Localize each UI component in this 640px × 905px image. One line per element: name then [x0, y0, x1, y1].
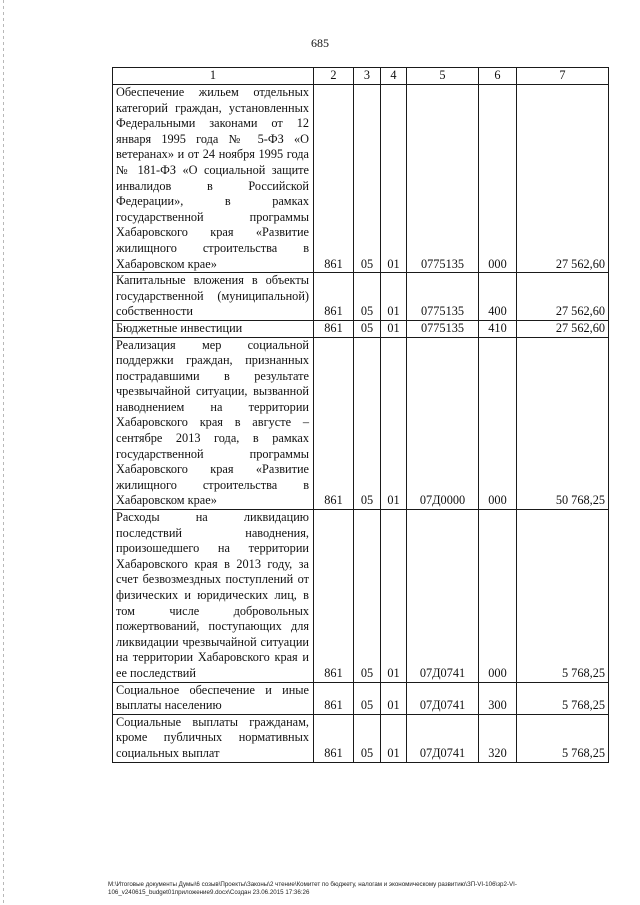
cell-subsection: 01 [381, 273, 407, 321]
cell-section: 05 [354, 85, 381, 273]
cell-target-article: 0775135 [407, 85, 479, 273]
table-header-row [113, 68, 609, 85]
column-header: 2 [314, 68, 354, 85]
cell-subsection: 01 [381, 510, 407, 683]
row-name: Обеспечение жильем отдельных категорий граждан, установленных Федеральными законами от 12 января 1995 года № 5-ФЗ «О ветеранах» и от 24 ноября 1995 года № 181-ФЗ «О социальной защите инвалидов в Российской Федерации», в рамках государственной программы Хабаровского края «Развитие жилищного строительства в Хабаровском крае» [113, 85, 314, 273]
cell-subsection: 01 [381, 85, 407, 273]
column-header: 3 [354, 68, 381, 85]
cell-expense-type: 000 [479, 510, 517, 683]
cell-ministry-code: 861 [314, 510, 354, 683]
table-row [113, 85, 609, 273]
cell-subsection: 01 [381, 337, 407, 510]
table-row [113, 337, 609, 510]
cell-section: 05 [354, 682, 381, 714]
row-name: Социальные выплаты гражданам, кроме публичных нормативных социальных выплат [113, 714, 314, 762]
cell-section: 05 [354, 510, 381, 683]
cell-amount: 5 768,25 [517, 510, 609, 683]
column-header: 4 [381, 68, 407, 85]
cell-amount: 50 768,25 [517, 337, 609, 510]
table-row [113, 682, 609, 714]
cell-ministry-code: 861 [314, 320, 354, 337]
cell-amount: 27 562,60 [517, 273, 609, 321]
cell-amount: 5 768,25 [517, 682, 609, 714]
cell-section: 05 [354, 714, 381, 762]
cell-section: 05 [354, 320, 381, 337]
table-row [113, 320, 609, 337]
cell-target-article: 0775135 [407, 273, 479, 321]
cell-amount: 5 768,25 [517, 714, 609, 762]
column-header: 1 [113, 68, 314, 85]
row-name: Реализация мер социальной поддержки граждан, признанных пострадавшими в результате чрезвычайной ситуации, вызванной наводнением на территории Хабаровского края в августе – сентябре 2013 года, в рамках государственной программы Хабаровского края «Развитие жилищного строительства в Хабаровском крае» [113, 337, 314, 510]
cell-target-article: 07Д0741 [407, 510, 479, 683]
row-name: Бюджетные инвестиции [113, 320, 314, 337]
cell-ministry-code: 861 [314, 85, 354, 273]
table-row [113, 714, 609, 762]
page-number: 685 [311, 36, 329, 50]
cell-subsection: 01 [381, 682, 407, 714]
cell-target-article: 07Д0741 [407, 682, 479, 714]
cell-ministry-code: 861 [314, 714, 354, 762]
cell-expense-type: 400 [479, 273, 517, 321]
cell-expense-type: 300 [479, 682, 517, 714]
cell-amount: 27 562,60 [517, 320, 609, 337]
table-row [113, 273, 609, 321]
scan-edge-artifact [3, 0, 4, 905]
cell-subsection: 01 [381, 320, 407, 337]
row-name: Социальное обеспечение и иные выплаты населению [113, 682, 314, 714]
cell-expense-type: 410 [479, 320, 517, 337]
cell-ministry-code: 861 [314, 337, 354, 510]
cell-ministry-code: 861 [314, 682, 354, 714]
column-header: 6 [479, 68, 517, 85]
row-name: Капитальные вложения в объекты государственной (муниципальной) собственности [113, 273, 314, 321]
table-row [113, 510, 609, 683]
cell-target-article: 07Д0000 [407, 337, 479, 510]
cell-target-article: 0775135 [407, 320, 479, 337]
cell-target-article: 07Д0741 [407, 714, 479, 762]
cell-section: 05 [354, 337, 381, 510]
cell-ministry-code: 861 [314, 273, 354, 321]
cell-expense-type: 000 [479, 85, 517, 273]
column-header: 5 [407, 68, 479, 85]
cell-amount: 27 562,60 [517, 85, 609, 273]
cell-subsection: 01 [381, 714, 407, 762]
cell-expense-type: 000 [479, 337, 517, 510]
column-header: 7 [517, 68, 609, 85]
cell-section: 05 [354, 273, 381, 321]
budget-table [112, 67, 609, 763]
document-file-path-footer: M:\Итоговые документы Думы\6 созыв\Проекты\Законы\2 чтение\Комитет по бюджету, налогам и экономическому развитию\ЗП-VI-106\зр2-VI-106_v240615_budget01приложение9.docx\Создан 23.06.2015 17:36:26 [108, 881, 517, 896]
cell-expense-type: 320 [479, 714, 517, 762]
row-name: Расходы на ликвидацию последствий наводнения, произошедшего на территории Хабаровского края в 2013 году, за счет безвозмездных поступлений от физических и юридических лиц, в том числе добровольных пожертвований, поступающих для ликвидации чрезвычайной ситуации на территории Хабаровского края и ее последствий [113, 510, 314, 683]
